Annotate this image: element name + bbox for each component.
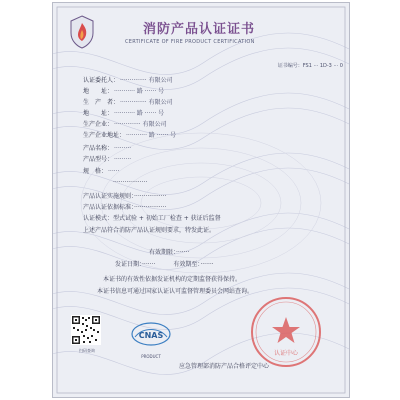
- conformity-statement: 上述产品符合消防产品认证规则要求，特发此证。: [83, 227, 216, 234]
- certification-mode: 认证模式：型式试验 + 初始工厂检查 + 获证后监督: [83, 215, 221, 222]
- certificate-title-english: CERTIFICATE OF FIRE PRODUCT CERTIFICATION: [125, 39, 255, 45]
- validity-note: 本证书的有效性依据发证机构的定期监督获得保持。: [103, 276, 242, 283]
- qr-caption: 扫码查询: [79, 348, 95, 353]
- field-factory-address: 生产企业地址： ··········· 路 ······ 号: [83, 132, 177, 139]
- issuing-authority: 应急管理部消防产品合格评定中心: [178, 363, 269, 370]
- field-factory: 生产企业： ·············· 有限公司: [83, 121, 167, 128]
- field-applicant: 认证委托人： ·············· 有限公司: [83, 77, 173, 84]
- cnas-caption: PRODUCT: [141, 354, 161, 359]
- certificate: [52, 2, 350, 398]
- svg-text:认证中心: 认证中心: [273, 350, 299, 357]
- field-product-model: 产品型号： ·········: [83, 156, 132, 163]
- field-applicant-address: 地 址： ··········· 路 ······ 号: [83, 88, 165, 95]
- fire-emblem-icon: [69, 15, 95, 49]
- field-manufacturer-address: 地 址： ··········· 路 ······ 号: [83, 110, 165, 117]
- extra-line-1: ··················: [113, 179, 148, 186]
- field-specification: 规 格： ······: [83, 168, 120, 175]
- certification-standard: 产品认证依据标准：·················: [83, 204, 167, 211]
- field-manufacturer: 生 产 者： ·············· 有限公司: [83, 99, 173, 106]
- implementation-rules: 产品认证实施规则：·················: [83, 193, 167, 200]
- query-note: 本证书信息可通过国家认证认可监督管理委员会网站查询。: [97, 288, 254, 295]
- validity-period: 有效期限：·······: [149, 249, 190, 256]
- cnas-accreditation-icon: [129, 321, 173, 355]
- certificate-number: 证书编号：FS1 ··· 1D-3 ··· 0: [277, 63, 343, 69]
- field-product-name: 产品名称： ·········: [83, 145, 132, 152]
- qr-code-icon: [71, 315, 101, 345]
- issue-and-expiry-dates: 发证日期：······· 有效期至：·······: [115, 261, 214, 268]
- official-seal-icon: [249, 295, 323, 369]
- svg-text:CNAS: CNAS: [138, 331, 164, 340]
- certificate-title: 消防产品认证证书: [143, 22, 256, 37]
